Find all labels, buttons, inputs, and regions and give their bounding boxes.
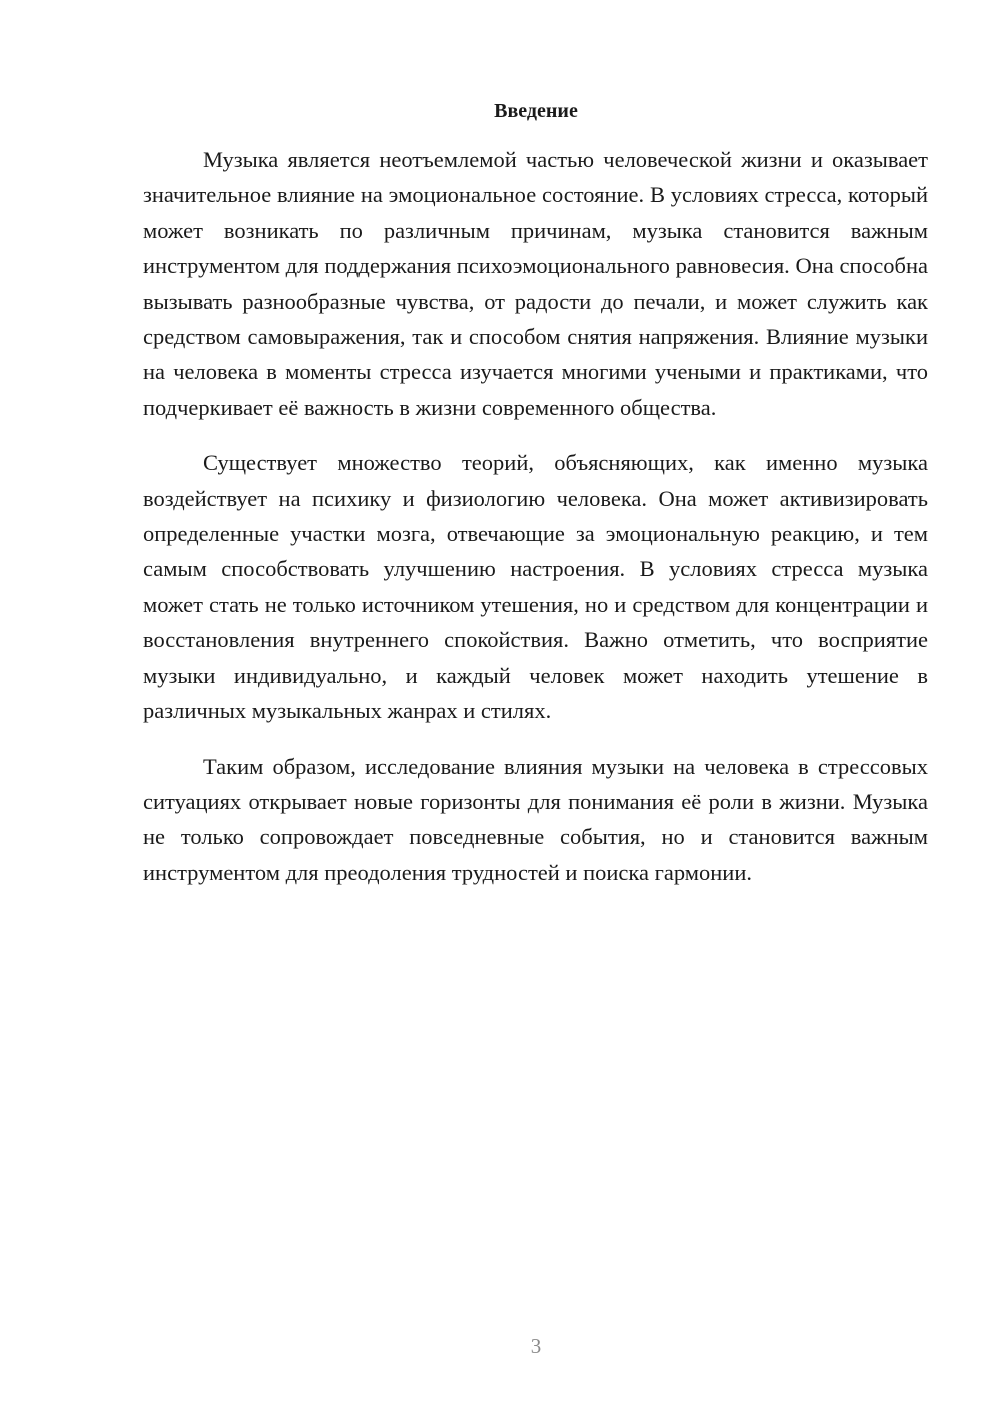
- paragraph-theories: Существует множество теорий, объясняющих, как именно музыка воздействует на психику и физиологию человека. Она может активизировать определенные участки мозга, отвечающие за эмоциональную реакцию, и тем самым способствовать улучшению настроения. В условиях стресса музыка может стать не только источником утешения, но и средством для концентрации и восстановления внутреннего спокойствия. Важно отметить, что восприятие музыки индивидуально, и каждый человек может находить утешение в различных музыкальных жанрах и стилях.: [143, 450, 928, 724]
- section-title: Введение: [494, 100, 578, 122]
- paragraph-conclusion: Таким образом, исследование влияния музыки на человека в стрессовых ситуациях открывает новые горизонты для понимания её роли в жизни. Музыка не только сопровождает повседневные события, но и становится важным инструментом для преодоления трудностей и поиска гармонии.: [143, 753, 928, 885]
- page-number: 3: [530, 1334, 542, 1358]
- paragraph-intro: Музыка является неотъемлемой частью человеческой жизни и оказывает значительное влияние на эмоциональное состояние. В условиях стресса, который может возникать по различным причинам, музыка становится важным инструментом для поддержания психоэмоционального равновесия. Она способна вызывать разнообразные чувства, от радости до печали, и может служить как средством самовыражения, так и способом снятия напряжения. Влияние музыки на человека в моменты стресса изучается многими учеными и практиками, что подчеркивает её важность в жизни современного общества.: [143, 147, 928, 420]
- body-text: [143, 142, 928, 910]
